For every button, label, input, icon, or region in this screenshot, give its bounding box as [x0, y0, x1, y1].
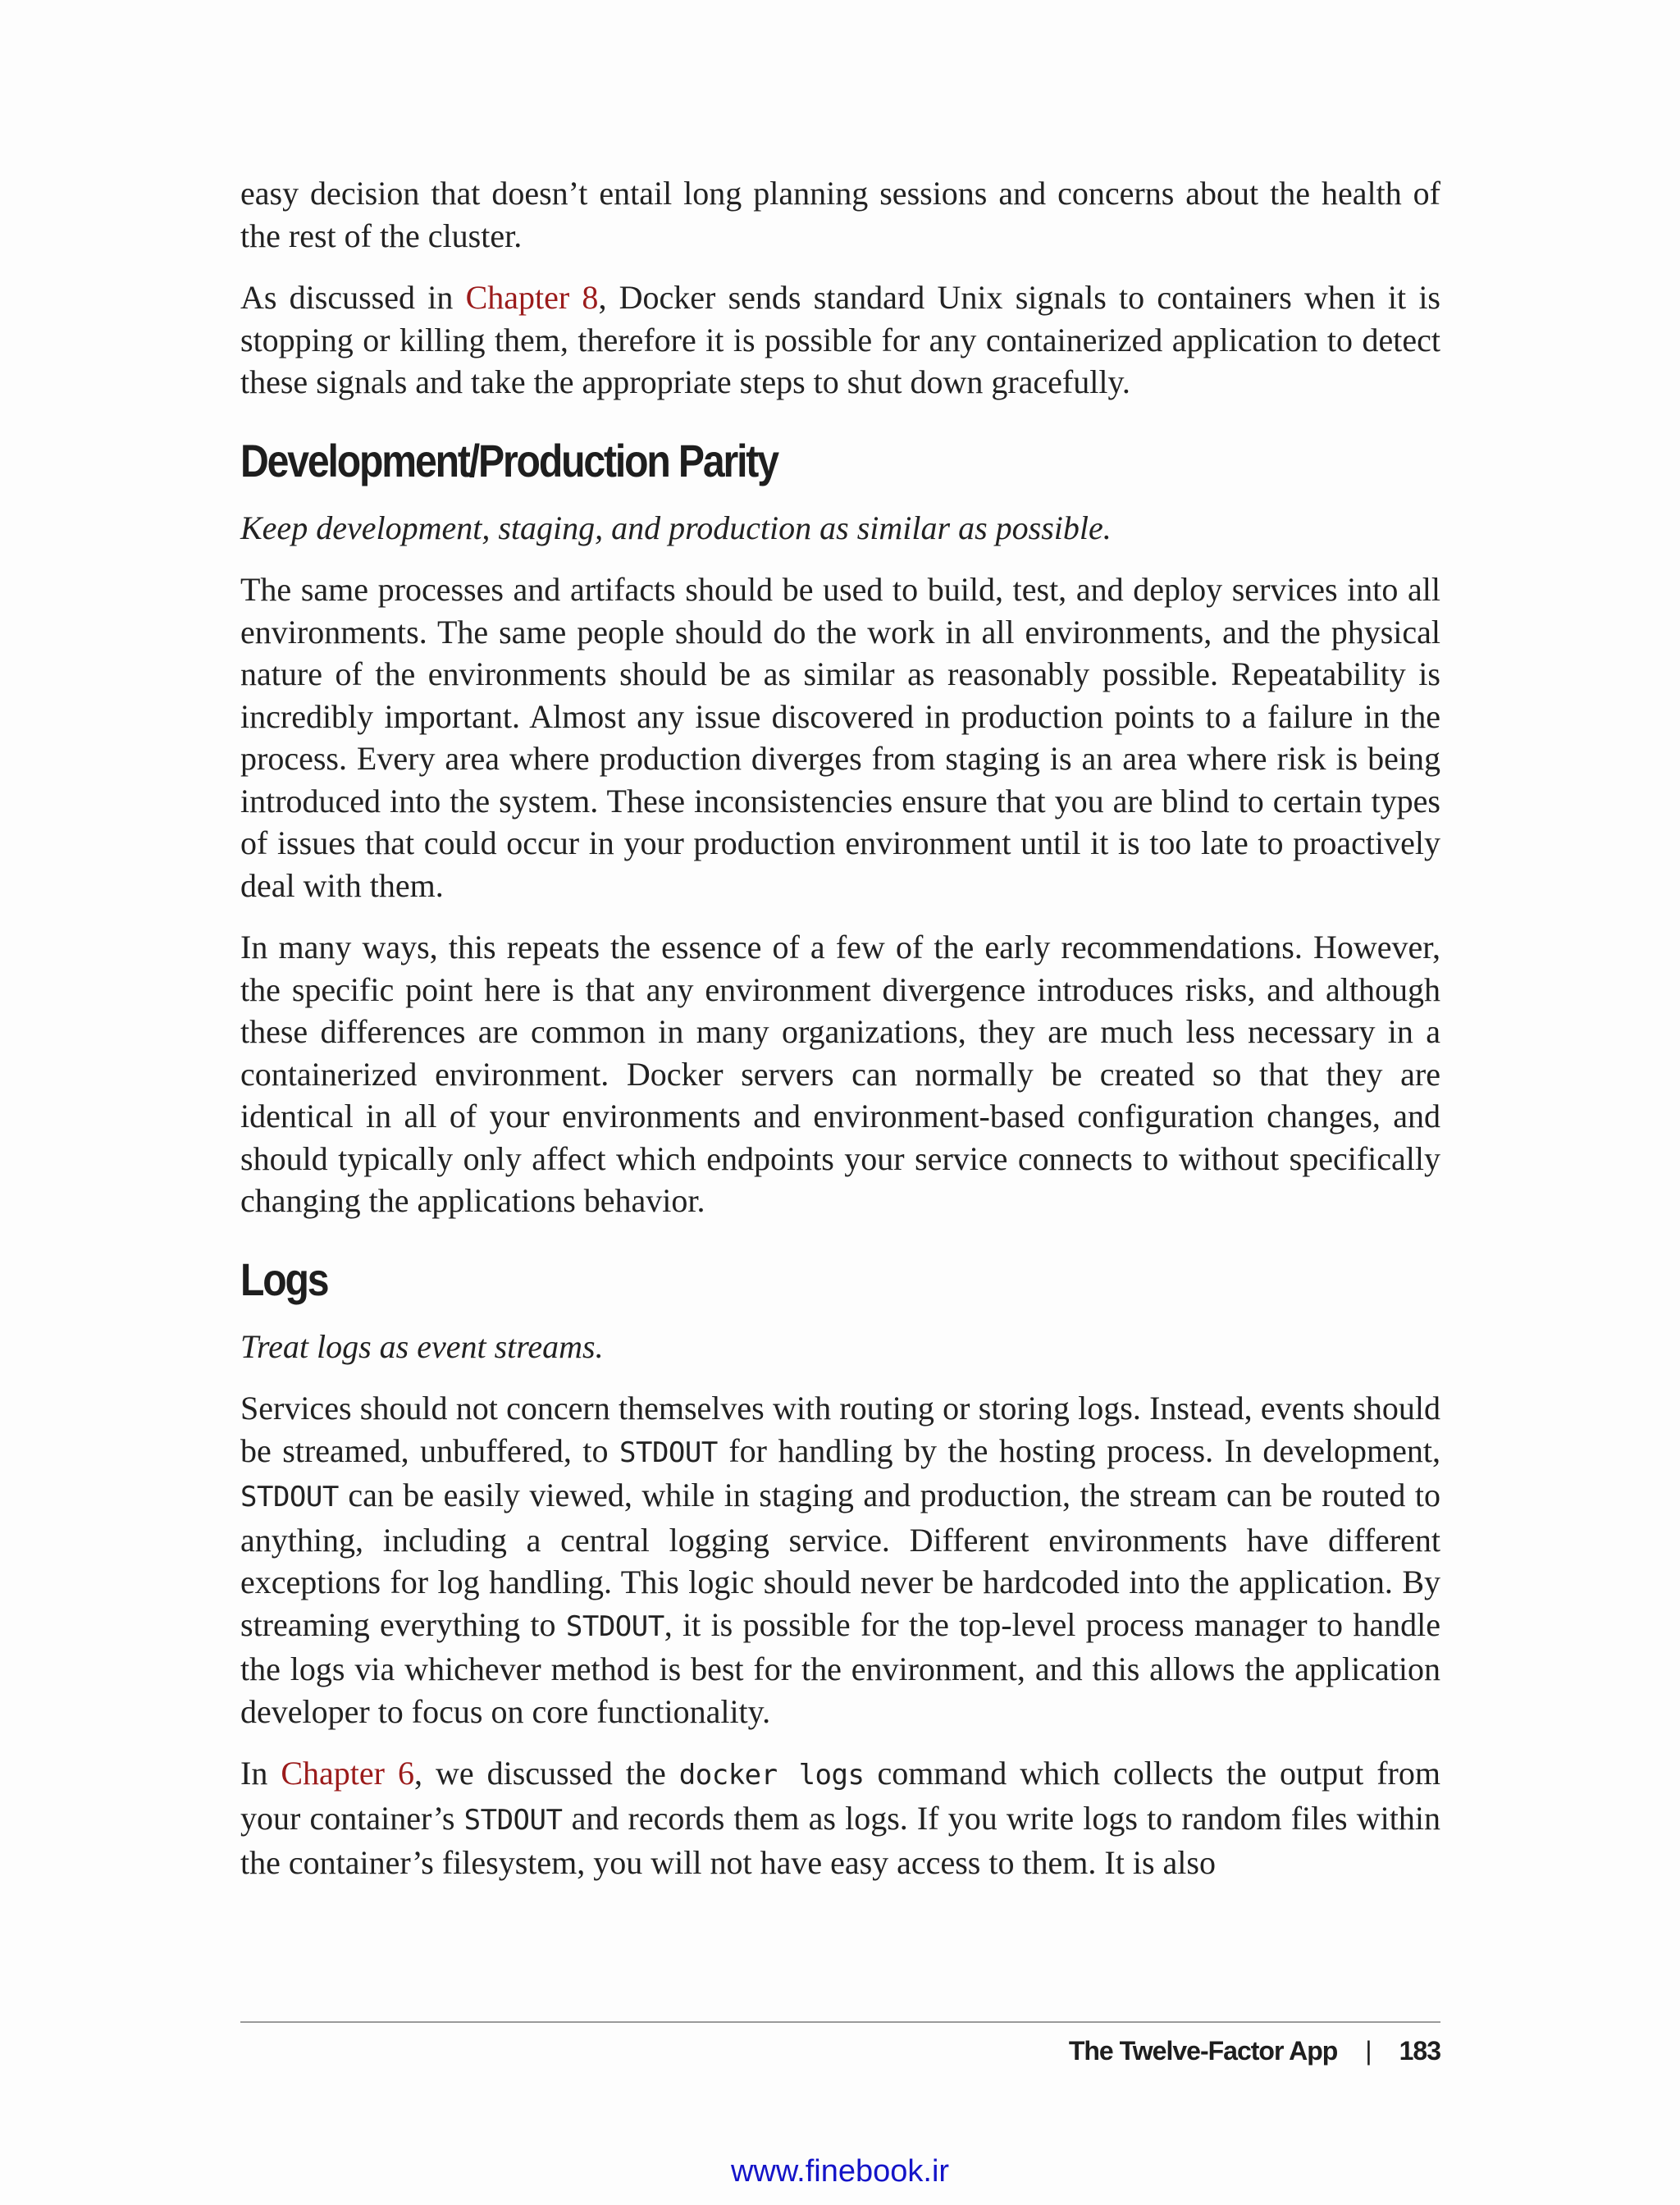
logs-p2-text-c: command which collects the output from your container’s — [240, 1755, 1440, 1837]
logs-heading: Logs — [240, 1253, 328, 1305]
watermark-link[interactable]: www.finebook.ir — [730, 2154, 950, 2189]
logs-text-c: can be easily viewed, while in staging and production, the stream can be routed to anything, including a central logging service. Different environments have different exceptions for log handling. This logic should never be hardcoded into the application. By streaming everything to — [240, 1477, 1440, 1643]
logs-paragraph-2 — [240, 1752, 1440, 1884]
intro-paragraph: easy decision that doesn’t entail long planning sessions and concerns about the health of the rest of the cluster. — [240, 175, 1440, 254]
logs-text-d: , it is possible for the top-level process manager to handle the logs via whichever method is best for the environment, and this allows the application developer to focus on core functionality. — [240, 1605, 1440, 1730]
logs-text-b: for handling by the hosting process. In development, — [717, 1431, 1440, 1469]
stdout-code: STDOUT — [619, 1436, 718, 1469]
chapter-6-link[interactable]: Chapter 6 — [281, 1755, 414, 1792]
signals-text-start: As discussed in — [240, 279, 466, 316]
footer-chapter-title: The Twelve-Factor App — [1068, 2036, 1338, 2066]
docker-logs-code: docker logs — [678, 1759, 865, 1792]
page-content — [240, 172, 1440, 1904]
logs-motto: Treat logs as event streams. — [240, 1327, 604, 1365]
page-footer — [1069, 2033, 1440, 2069]
chapter-8-link[interactable]: Chapter 8 — [465, 279, 599, 316]
parity-paragraph-2: In many ways, this repeats the essence of a few of the early recommendations. However, the specific point here is that any environment divergence introduces risks, and although these differences are common in many organizations, they are much less necessary in a containerized environment. Docker servers can normally be created so that they are identical in all of your environments and environment-based configuration changes, and should typically only affect which endpoints your service connects to without specifically changing the applications behavior. — [240, 929, 1440, 1219]
signals-paragraph — [240, 276, 1440, 404]
logs-paragraph-1 — [240, 1387, 1440, 1732]
logs-p2-text-d: and records them as logs. If you write logs to random files within the container’s filesystem, you will not have easy access to them. It is also — [240, 1799, 1441, 1881]
stdout-code: STDOUT — [240, 1481, 339, 1513]
footer-separator: | — [1365, 2036, 1372, 2066]
stdout-code: STDOUT — [463, 1803, 563, 1837]
footer-page-number: 183 — [1399, 2036, 1440, 2066]
logs-text-a: Services should not concern themselves with routing or storing logs. Instead, events should be streamed, unbuffered, to — [240, 1390, 1440, 1469]
parity-paragraph-1: The same processes and artifacts should be used to build, test, and deploy services into all environments. The same people should do the work in all environments, and the physical nature of the environments should be as similar as reasonably possible. Repeatability is incredibly important. Almost any issue discovered in production points to a failure in the process. Every area where production diverges from staging is an area where risk is being introduced into the system. These inconsistencies ensure that you are blind to certain types of issues that could occur in your production environment until it is too late to proactively deal with them. — [240, 571, 1440, 904]
logs-p2-text-a: In — [240, 1755, 281, 1792]
logs-p2-text-b: , we discussed the — [413, 1755, 679, 1792]
footer-divider — [240, 2021, 1440, 2023]
parity-motto: Keep development, staging, and production as similar as possible. — [240, 509, 1112, 546]
signals-text-end: , Docker sends standard Unix signals to containers when it is stopping or killing them, therefore it is possible for any containerized application to detect these signals and take the appropriate steps to shut down gracefully. — [240, 279, 1440, 400]
stdout-code: STDOUT — [565, 1609, 664, 1643]
parity-heading: Development/Production Parity — [240, 434, 778, 486]
